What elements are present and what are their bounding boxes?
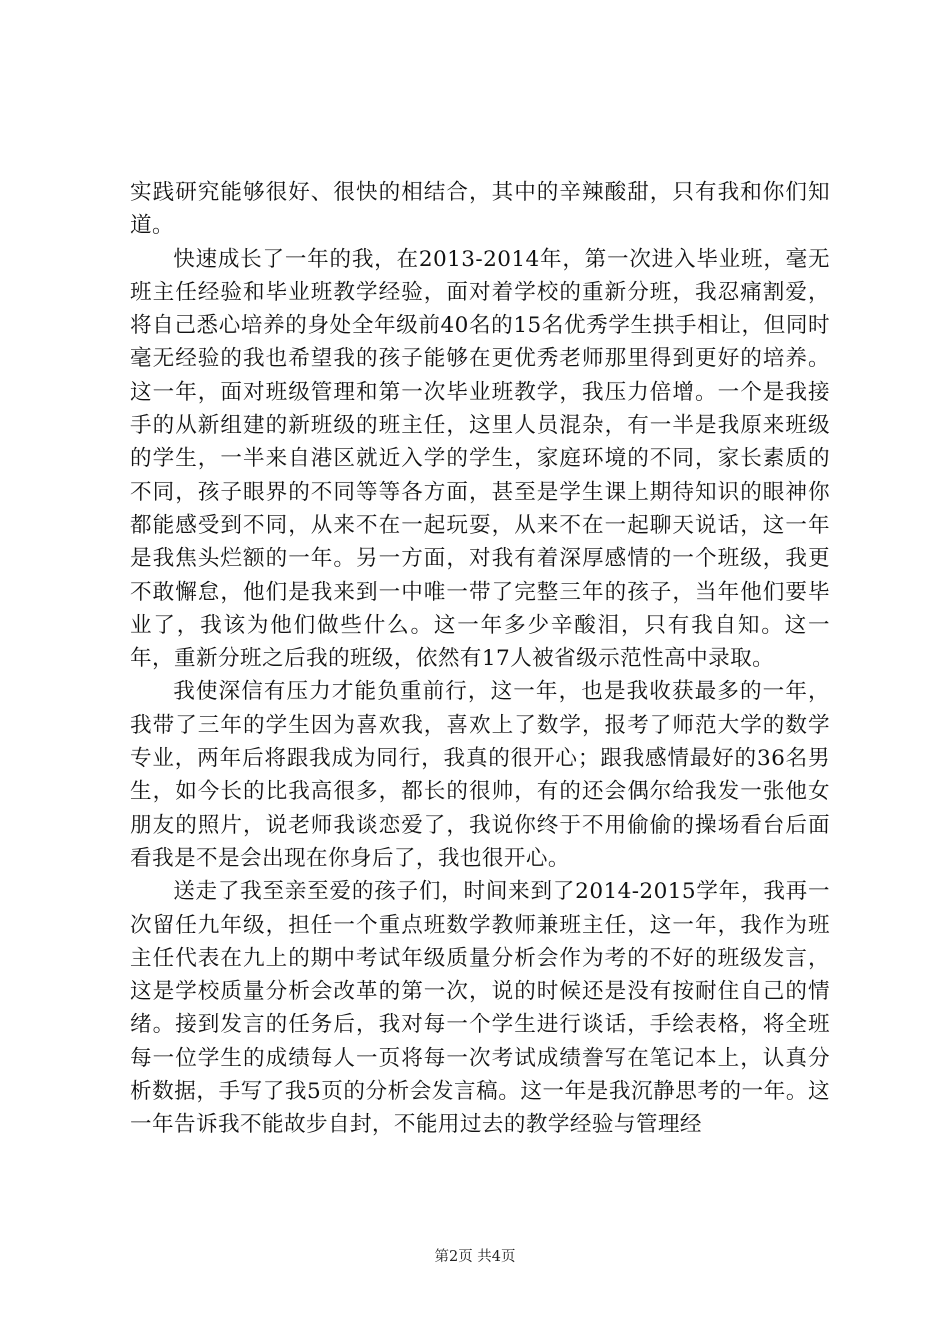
- paragraph-4: 送走了我至亲至爱的孩子们，时间来到了2014-2015学年，我再一次留任九年级，担任一个重点班数学教师兼班主任，这一年，我作为班主任代表在九上的期中考试年级质量分析会作为考的不好的班级发言，这是学校质量分析会改革的第一次，说的时候还是没有按耐住自己的情绪。接到发言的任务后，我对每一个学生进行谈话，手绘表格，将全班每一位学生的成绩每人一页将每一次考试成绩誊写在笔记本上，认真分析数据，手写了我5页的分析会发言稿。这一年是我沉静思考的一年。这一年告诉我不能故步自封，不能用过去的教学经验与管理经: [130, 879, 830, 1138]
- page-number-label: 第2页 共4页: [434, 1249, 516, 1265]
- paragraph-2: 快速成长了一年的我，在2013-2014年，第一次进入毕业班，毫无班主任经验和毕业班教学经验，面对着学校的重新分班，我忍痛割爱，将自己悉心培养的身处全年级前40名的15名优秀学生拱手相让，但同时毫无经验的我也希望我的孩子能够在更优秀老师那里得到更好的培养。这一年，面对班级管理和第一次毕业班教学，我压力倍增。一个是我接手的从新组建的新班级的班主任，这里人员混杂，有一半是我原来班级的学生，一半来自港区就近入学的学生，家庭环境的不同，家长素质的不同，孩子眼界的不同等等各方面，甚至是学生课上期待知识的眼神你都能感受到不同，从来不在一起玩耍，从来不在一起聊天说话，这一年是我焦头烂额的一年。另一方面，对我有着深厚感情的一个班级，我更不敢懈怠，他们是我来到一中唯一带了完整三年的孩子，当年他们要毕业了，我该为他们做些什么。这一年多少辛酸泪，只有我自知。这一年，重新分班之后我的班级，依然有17人被省级示范性高中录取。: [130, 246, 830, 672]
- paragraph-1: 实践研究能够很好、很快的相结合，其中的辛辣酸甜，只有我和你们知道。: [130, 180, 830, 239]
- document-body: [130, 176, 830, 1142]
- page-footer: [0, 1245, 950, 1266]
- paragraph-3: 我使深信有压力才能负重前行，这一年，也是我收获最多的一年，我带了三年的学生因为喜欢我，喜欢上了数学，报考了师范大学的数学专业，两年后将跟我成为同行，我真的很开心；跟我感情最好的36名男生，如今长的比我高很多，都长的很帅，有的还会偶尔给我发一张他女朋友的照片，说老师我谈恋爱了，我说你终于不用偷偷的操场看台后面看我是不是会出现在你身后了，我也很开心。: [130, 679, 830, 871]
